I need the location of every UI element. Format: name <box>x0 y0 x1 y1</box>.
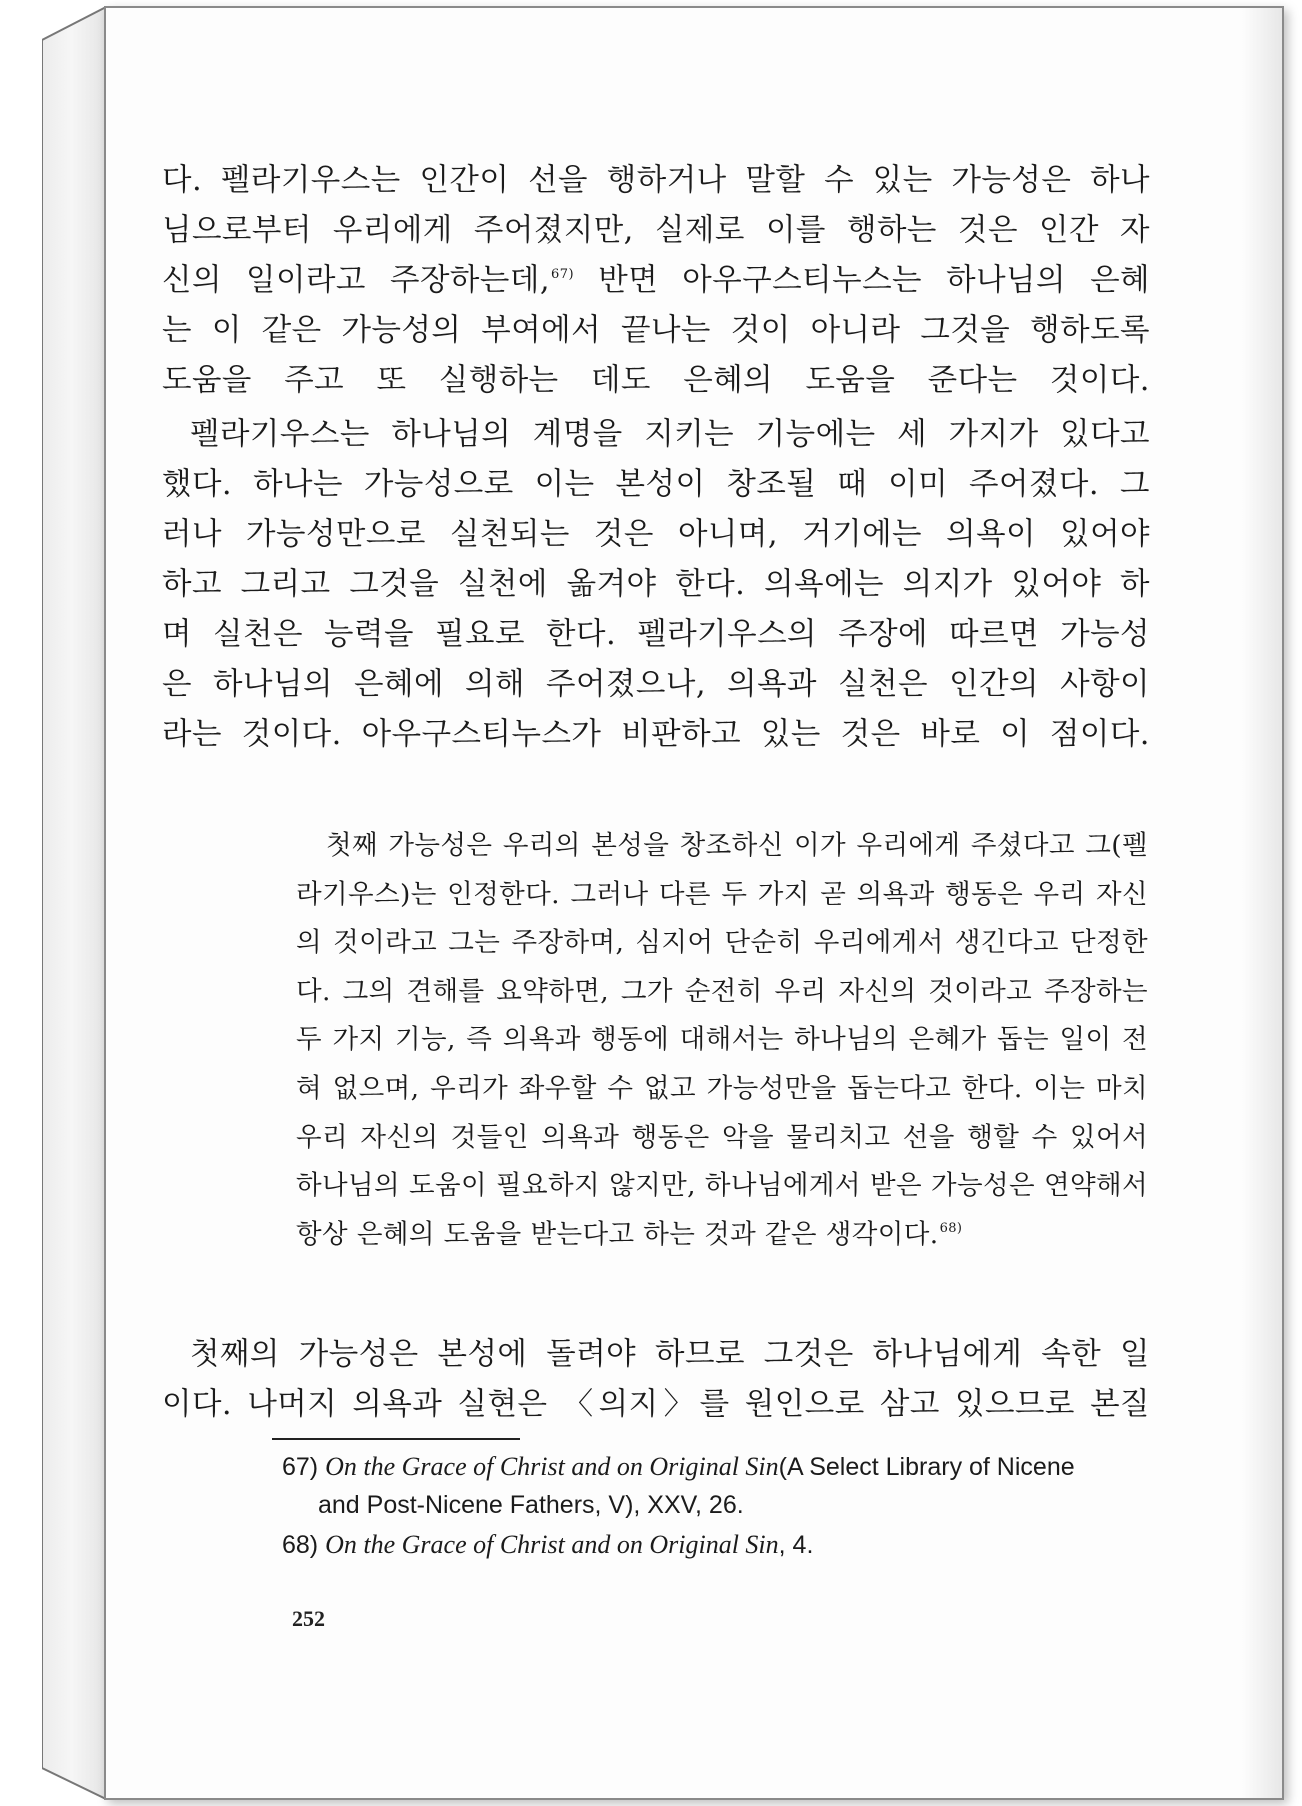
footnote-68 <box>282 1525 1150 1564</box>
book-spine-edges <box>42 6 108 1800</box>
quote-line <box>296 1211 1148 1260</box>
text-line: 는 이 같은 가능성의 부여에서 끝나는 것이 아니라 그것을 행하도록 <box>162 313 1150 348</box>
footnote-text: (A Select Library of Nicene <box>778 1453 1075 1481</box>
footnote-67 <box>282 1447 1150 1486</box>
text-line: 이다. 나머지 의욕과 실현은 〈의지〉를 원인으로 삼고 있으므로 본질 <box>162 1387 1150 1422</box>
text-line: 다. 펠라기우스는 인간이 선을 행하거나 말할 수 있는 가능성은 하나 <box>162 163 1150 198</box>
text-line: 은 하나님의 은혜에 의해 주어졌으나, 의욕과 실천은 인간의 사항이 <box>162 667 1150 702</box>
footnote-number: 67) <box>282 1453 319 1481</box>
text-line <box>162 256 1150 306</box>
quote-line: 라기우스)는 인정한다. 그러나 다른 두 가지 곧 의욕과 행동은 우리 자신 <box>296 878 1148 910</box>
footnote-divider <box>272 1438 520 1440</box>
text-line: 했다. 하나는 가능성으로 이는 본성이 창조될 때 이미 주어졌다. 그 <box>162 467 1150 502</box>
quote-line: 첫째 가능성은 우리의 본성을 창조하신 이가 우리에게 주셨다고 그(펠 <box>326 830 1148 861</box>
block-quote <box>296 822 1148 1259</box>
text-line: 님으로부터 우리에게 주어졌지만, 실제로 이를 행하는 것은 인간 자 <box>162 213 1150 248</box>
footnote-ref-68: 68) <box>939 1220 963 1236</box>
footnote-67-continuation: and Post-Nicene Fathers, V), XXV, 26. <box>318 1491 744 1519</box>
quote-line: 두 가지 기능, 즉 의욕과 행동에 대해서는 하나님의 은혜가 돕는 일이 전 <box>296 1024 1148 1056</box>
footnote-ref-67: 67) <box>551 267 575 282</box>
text-line: 하고 그리고 그것을 실천에 옮겨야 한다. 의욕에는 의지가 있어야 하 <box>162 567 1150 602</box>
page-number: 252 <box>292 1606 325 1631</box>
quote-line: 다. 그의 견해를 요약하면, 그가 순전히 우리 자신의 것이라고 주장하는 <box>296 975 1148 1007</box>
footnote-title: On the Grace of Christ and on Original Sin <box>325 1452 779 1481</box>
paragraph-3 <box>162 1330 1150 1430</box>
text-segment: 반면 아우구스티누스는 하나님의 은혜 <box>574 263 1150 298</box>
paragraph-2 <box>162 410 1150 760</box>
text-line: 펠라기우스는 하나님의 계명을 지키는 기능에는 세 가지가 있다고 <box>190 417 1150 452</box>
text-segment: 항상 은혜의 도움을 받는다고 하는 것과 같은 생각이다. <box>296 1218 939 1250</box>
text-line: 러나 가능성만으로 실천되는 것은 아니며, 거기에는 의욕이 있어야 <box>162 517 1150 552</box>
quote-line: 혀 없으며, 우리가 좌우할 수 없고 가능성만을 돕는다고 한다. 이는 마치 <box>296 1072 1148 1104</box>
footnotes <box>282 1447 1150 1564</box>
text-line: 며 실천은 능력을 필요로 한다. 펠라기우스의 주장에 따르면 가능성 <box>162 617 1150 652</box>
quote-line: 우리 자신의 것들인 의욕과 행동은 악을 물리치고 선을 행할 수 있어서 <box>296 1121 1148 1153</box>
page-shading <box>1242 8 1282 1798</box>
footnote-text: , 4. <box>778 1531 814 1559</box>
text-segment: 신의 일이라고 주장하는데, <box>162 263 551 298</box>
text-line: 첫째의 가능성은 본성에 돌려야 하므로 그것은 하나님에게 속한 일 <box>190 1337 1150 1372</box>
footnote-number: 68) <box>282 1531 319 1559</box>
paragraph-1 <box>162 156 1150 406</box>
quote-line: 의 것이라고 그는 주장하며, 심지어 단순히 우리에게서 생긴다고 단정한 <box>296 927 1148 959</box>
footnote-title: On the Grace of Christ and on Original Sin <box>325 1530 779 1559</box>
text-line: 도움을 주고 또 실행하는 데도 은혜의 도움을 준다는 것이다. <box>162 363 1150 398</box>
text-line: 라는 것이다. 아우구스티누스가 비판하고 있는 것은 바로 이 점이다. <box>162 717 1150 752</box>
quote-line: 하나님의 도움이 필요하지 않지만, 하나님에게서 받은 가능성은 연약해서 <box>296 1170 1148 1202</box>
